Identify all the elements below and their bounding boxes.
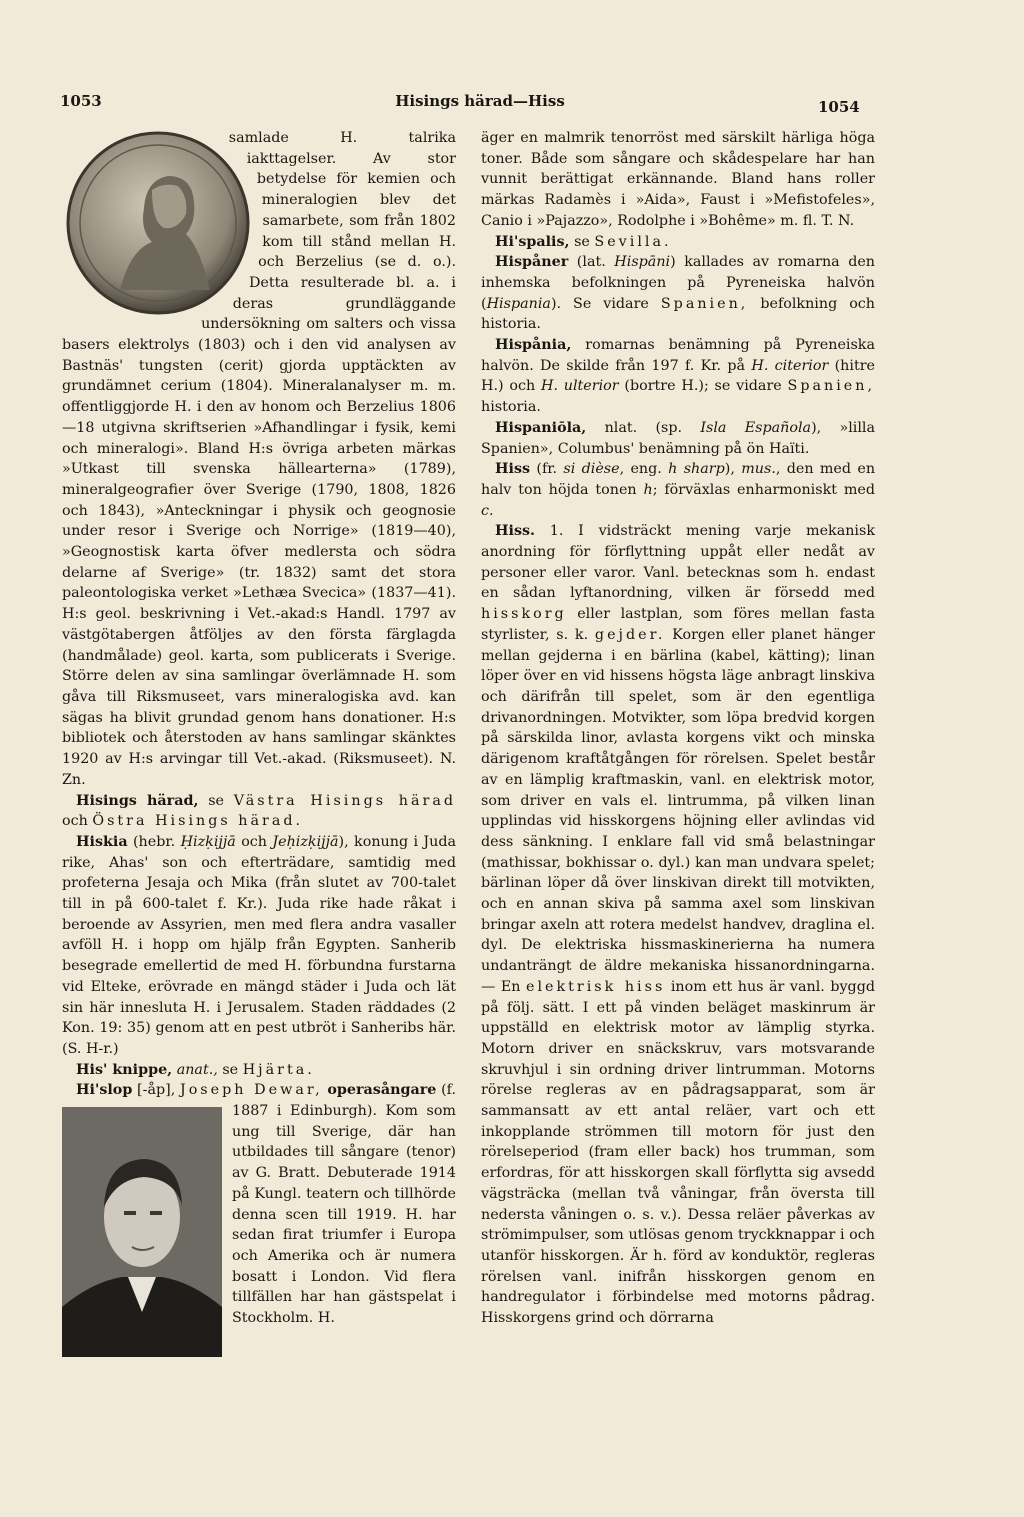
entry-continuation: samlade H. talrika iakttagelser. Av stor betydelse för kemien och mineralogien blev det samarbete, som från 1802 kom till stånd mellan H. och Berzelius (se d. o.). Detta resulterade bl. a. i deras grundläggande undersökning om salters och vissa basers elektrolys (1803) och i den vid analysen av Bastnäs' tungsten (cerit) gjorda upptäckten av grundämnet cerium (1804). Mineralanalyser m. m. offentliggjorde H. i den av honom och Berzelius 1806—18 utgivna skriftserien »Afhandlingar i fysik, kemi och mineralogi». Bland H:s övriga arbeten märkas »Utkast till svenska hällearterna» (1789), mineralgeografier över Sverige (1790, 1808, 1826 och 1843), »Anteckningar i physik och geognosie under resor i Sverige och Norrige» (1819—40), »Geognostisk karta öfver medlersta och södra delarne af Sverige» (tr. 1832) samt det stora paleontologiska verket »Lethæa Svecica» (1837—41). H:s geol. beskrivning i Vet.-akad:s Handl. 1797 av västgötabergen åtföljes av den första färglagda (handmålade) geol. karta, som publicerats i Sverige. Större delen av sina samlingar överlämnade H. som gåva till Riksmuseet, vars mineralogiska avd. kan sägas ha blivit grundad genom hans donationer. H:s bibliotek och återstoden av hans samlingar skänktes 1920 av H:s arvingar till Vet.-akad. (Riksmuseet). N. Zn. — [62, 130, 456, 788]
entry-hispaner: Hispåner (lat. Hispāni) kallades av romarna den inhemska befolkningen på Pyreneiska halvön (Hispania). Se vidare Spanien, befolkning och historia. — [481, 254, 876, 333]
entry-hispaniola: Hispaniōla, nlat. (sp. Isla Española), »lilla Spanien», Columbus' benämning på ön Haïti. — [481, 419, 876, 457]
portrait-medallion — [60, 130, 256, 316]
headword: Hispåner — [495, 254, 569, 271]
entry-hispalis: Hi'spalis, se Sevilla. — [495, 233, 672, 250]
entry-continuation: äger en malmrik tenorröst med särskilt härliga höga toner. Både som sångare och skådespelare har han vunnit berättigat erkännande. Bland hans roller märkas Radamès i »Aida», Faust i »Mefistofeles», Canio i »Pajazzo», Rodolphe i »Bohême» m. fl. T. N. — [481, 130, 875, 229]
cross-reference[interactable]: Västra Hisings härad — [233, 792, 457, 809]
portrait-photograph — [62, 1107, 222, 1357]
cross-reference[interactable]: Östra Hisings härad. — [92, 813, 304, 830]
headword: His' knippe, — [76, 1061, 173, 1078]
entry-his-knippe: His' knippe, anat., se Hjärta. — [76, 1061, 315, 1078]
cross-reference[interactable]: Sevilla. — [594, 233, 672, 250]
right-column — [481, 128, 875, 1329]
headword: Hiss. — [495, 523, 536, 540]
cross-reference[interactable]: Hjärta. — [242, 1061, 315, 1078]
entry-hiskia: Hiskia (hebr. Ḥizḳijjā och Jeḥizḳijjā), konung i Juda rike, Ahas' son och efterträdare, samtidig med profeterna Jesaja och Mika (från slutet av 700-talet till in på 600-talet f. Kr.). Juda rike hade råkat i beroende av Assyrien, men med flera andra vasaller avföll H. i hopp om hjälp från Egypten. Sanherib besegrade emellertid de med H. förbundna furstarna vid Elteke, erövrade en mängd städer i Juda och lät sin här innesluta H. i Jerusalem. Staden räddades (2 Kon. 19: 35) genom att en pest utbröt i Sanheribs här. (S. H-r.) — [62, 833, 457, 1057]
running-title: Hisings härad—Hiss — [395, 92, 565, 110]
headword: Hi'slop — [76, 1082, 133, 1099]
entry-hislop: Hi'slop [-åp], Joseph Dewar, operasångare (f. 1887 i Edinburgh). Kom som ung till Sverige, där han utbildades till sångare (tenor) av G. Bratt. Debuterade 1914 på Kungl. teatern och tillhörde denna scen till 1919. H. har sedan firat triumfer i Europa och Amerika och är numera bosatt i London. Vid flera tillfällen har han gästspelat i Stockholm. H. — [62, 1080, 456, 1328]
cross-reference[interactable]: Spanien, — [660, 295, 749, 312]
headword: Hisings härad, — [76, 792, 199, 809]
headword: Hispaniōla, — [495, 419, 587, 436]
page-number-left: 1053 — [60, 92, 102, 110]
entry-hisings-harad: Hisings härad, se Västra Hisings härad och Östra Hisings härad. — [62, 792, 457, 830]
left-column — [62, 128, 456, 1361]
page-number-right: 1054 — [818, 98, 860, 116]
headword: Hi'spalis, — [495, 233, 570, 250]
entry-hiss-music: Hiss (fr. si dièse, eng. h sharp), mus., den med en halv ton höjda tonen h; förväxlas enharmoniskt med c. — [481, 461, 876, 519]
cross-reference[interactable]: Spanien, — [787, 378, 876, 395]
entry-hispania: Hispånia, romarnas benämning på Pyreneiska halvön. De skilde från 197 f. Kr. på H. citerior (hitre H.) och H. ulterior (bortre H.); se vidare Spanien, historia. — [481, 337, 876, 416]
headword: Hiskia — [76, 833, 128, 850]
headword: Hispånia, — [495, 337, 572, 354]
entry-hiss-elevator: Hiss. 1. I vidsträckt mening varje mekanisk anordning för förflyttning uppåt eller nedåt av personer eller varor. Vanl. betecknas som h. endast en sådan lyftanordning, vilken är försedd med hisskorg eller lastplan, som föres mellan fasta styrlister, s. k. gejder. Korgen eller planet hänger mellan gejderna i en bärlina (kabel, kätting); linan löper över en vid hissens högsta läge anbragt linskiva och därifrån till spelet, som är den egentliga drivanordningen. Motvikter, som löpa bredvid korgen på särskilda linor, avlasta korgens vikt och minska därigenom kraftåtgången för rörelsen. Spelet består av en lämplig kraftmaskin, vanl. en elektrisk motor, som driver en vals el. lintrumma, på vilken linan upplindas vid hisskorgens höjning eller avlindas vid dess sänkning. I enklare fall vid små belastningar (mathissar, bokhissar o. dyl.) kan man undvara spelet; bärlinan löper då över linskivan direkt till motvikten, och en annan skiva på samma axel som linskivan bringar axeln att rotera medelst handvev, draglina el. dyl. De elektriska hissmaskinerierna ha numera undanträngt de äldre mekaniska hissanordningarna. — En elektrisk hiss inom ett hus är vanl. byggd på följ. sätt. I ett på vinden beläget maskinrum är uppställd en elektrisk motor av lämplig styrka. Motorn driver en snäckskruv, vars motsvarande skruvhjul i sin ordning driver lintrumman. Motorns rörelse regleras av en pådragsapparat, som är sammansatt av ett antal reläer, vart och ett inkopplande strömmen till motorn för just den rörelseperiod (fram eller back) hos trumman, som erfordras, för att hisskorgen skall förflytta sig avsedd vägsträcka (mellan två våningar, från översta till nedersta våningen o. s. v.). Dessa reläer påverkas av strömimpulser, som utlösas genom tryckknappar i och utanför hisskorgen. Är h. förd av konduktör, regleras rörelsen vanl. inifrån hisskorgen genom en handregulator i förbindelse med motorns pådrag. Hisskorgens grind och dörrarna — [481, 523, 876, 1327]
headword: Hiss — [495, 461, 531, 478]
